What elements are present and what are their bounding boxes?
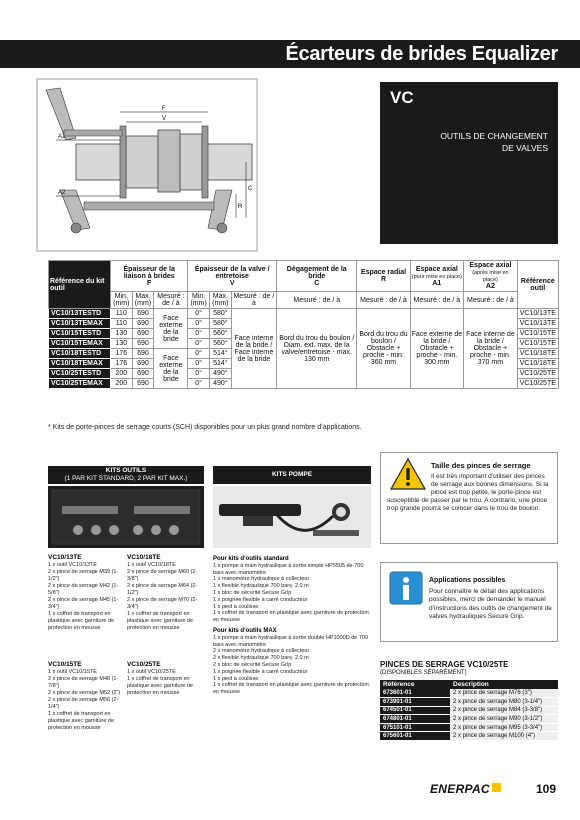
kit-ref: VC10/18TEMAX <box>49 359 111 369</box>
pince-desc: 2 x pince de serrage M80 (3-1/4") <box>450 698 558 707</box>
v-min-header: Min. (mm) <box>188 292 210 309</box>
v-max: 490° <box>209 369 231 379</box>
product-code: VC <box>390 88 414 107</box>
dim-r-label: R <box>238 204 243 210</box>
v-min: 0° <box>188 319 210 329</box>
pump-std-title: Pour kits d’outils standard <box>213 556 289 562</box>
col-v-letter: V <box>229 279 235 287</box>
flange-spreader-diagram <box>36 78 258 252</box>
v-max: 580° <box>209 319 231 329</box>
kits-pompe-bar: KITS POMPE <box>213 466 371 484</box>
pince-desc: 2 x pince de serrage M90 (3-1/2") <box>450 715 558 724</box>
pince-desc: 2 x pince de serrage M95 (3-3/4") <box>450 723 558 732</box>
pump-kit-photo <box>213 486 371 548</box>
category-line-1: OUTILS DE CHANGEMENT <box>440 131 548 141</box>
table-footnote: * Kits de porte-pinces de serrage courts (SCH) disponibles pour un plus grand nombre d’applications. <box>48 424 362 431</box>
f-max: 690 <box>132 359 154 369</box>
spec-header-row <box>49 261 559 292</box>
f-mesure: Face externe de la bride <box>154 309 188 349</box>
tool-kit-case-photo <box>48 486 204 548</box>
a1-mesure-header: Mesuré : de / à <box>410 292 464 309</box>
v-max: 490° <box>209 379 231 389</box>
spec-table <box>48 260 559 389</box>
kit-vc10-18te <box>127 554 207 632</box>
pince-ref: 675101-01 <box>380 723 450 732</box>
brand-name: ENERPAC <box>430 782 490 796</box>
col-a2-header <box>464 261 517 292</box>
warning-title: Taille des pinces de serrage <box>431 461 531 470</box>
kits-outils-subtitle: (1 PAR KIT STANDARD, 2 PAR KIT MAX.) <box>64 475 188 482</box>
f-min: 200 <box>111 379 133 389</box>
tool-ref: VC10/18TE <box>517 359 558 369</box>
kit-title: VC10/15TE <box>48 661 82 668</box>
pince-desc: 2 x pince de serrage M76 (3") <box>450 689 558 698</box>
v-min: 0° <box>188 339 210 349</box>
kit-contents: 1 x outil VC10/25TE 1 x coffret de transport en plastique avec garniture de protection en mousse <box>127 669 194 696</box>
table-row <box>380 723 558 732</box>
pince-ref: 673901-01 <box>380 698 450 707</box>
table-row <box>380 689 558 698</box>
a1-mesure: Face externe de la bride / Obstacle + proche - min. 300 mm <box>410 309 464 389</box>
kit-vc10-13te <box>48 554 124 632</box>
spec-subheader-row <box>49 292 559 309</box>
kit-title: VC10/18TE <box>127 554 161 561</box>
kits-outils-title: KITS OUTILS <box>105 467 147 474</box>
dim-c-label: C <box>248 186 253 192</box>
pump-std-contents: 1 x pompe à main hydraulique à sortie simple HP5505 de 700 bars avec manomètre 1 x manomètre hydraulique à collecteur 1 x flexible hydraulique 700 bars, 2.0 m 1 x bloc de sécurité Secure Grip 1 x poignée flexible à carré conducteur 1 x pied à coulisse 1 x coffret de transport en plastique avec garniture de protection en mousse <box>213 562 369 624</box>
kit-contents: 1 x outil VC10/13TE 2 x pince de serrage M39 (1-1/2") 2 x pince de serrage M42 (1-5/8") 2 x pince de serrage M45 (1-3/4") 1 x coffret de transport en plastique avec garniture de protection en mousse <box>48 562 119 631</box>
f-max: 690 <box>132 349 154 359</box>
pince-ref: 674801-01 <box>380 715 450 724</box>
col-a1-letter: A1 <box>432 279 442 287</box>
a2-mesure-header: Mesuré : de / à <box>464 292 517 309</box>
kit-ref: VC10/15TEMAX <box>49 339 111 349</box>
table-row <box>380 706 558 715</box>
col-c-letter: C <box>314 279 320 287</box>
col-a2-note: (après mise en place) <box>472 270 509 283</box>
col-c-header <box>277 261 357 292</box>
col-f-title: Épaisseur de la liaison à brides <box>123 265 175 280</box>
pince-ref: 673601-01 <box>380 689 450 698</box>
col-c-title: Dégagement de la bride <box>286 265 347 280</box>
brand-mark-icon <box>492 783 501 792</box>
col-a1-note: (pour mise en place) <box>411 273 462 280</box>
col-a1-title: Espace axial <box>415 265 458 273</box>
v-max: 560° <box>209 339 231 349</box>
pump-max-contents: 1 x pompe à main hydraulique à sortie double HP1000D de 700 bars avec manomètre 2 x manomètre hydraulique à collecteur 2 x flexible hydraulique 700 bars, 2.0 m 2 x bloc de sécurité Secure Grip 1 x poignée flexible à carré conducteur 1 x pied à coulisse 1 x coffret de transport en plastique avec garniture de protection en mousse <box>213 634 369 696</box>
kit-ref: VC10/13TESTD <box>49 309 111 319</box>
pinces-ref-header: Référence <box>380 680 450 689</box>
warning-text-1: Il est très important d’utiliser des pinces de serrage aux bonnes dimensions. Si la pince est trop petite, le porte-pince est <box>431 473 549 496</box>
v-min: 0° <box>188 349 210 359</box>
f-mesure-2: Face externe de la bride <box>154 349 188 389</box>
col-r-header <box>357 261 410 292</box>
page-header-bar <box>0 40 580 68</box>
dim-a1-label: A1 <box>58 134 66 140</box>
f-min: 110 <box>111 309 133 319</box>
table-row <box>380 698 558 707</box>
kit-ref: VC10/25TESTD <box>49 369 111 379</box>
f-min: 176 <box>111 349 133 359</box>
v-max: 514° <box>209 359 231 369</box>
pump-kit-text <box>213 554 375 696</box>
kit-vc10-15te <box>48 661 124 732</box>
f-min-header: Min. (mm) <box>111 292 133 309</box>
v-max-header: Max. (mm) <box>209 292 231 309</box>
product-category <box>440 130 548 154</box>
col-a1-header <box>410 261 464 292</box>
col-a2-letter: A2 <box>485 283 495 290</box>
v-max: 580° <box>209 309 231 319</box>
v-min: 0° <box>188 369 210 379</box>
kits-outils-bar <box>48 466 204 484</box>
v-mesure: Face interne de la bride / Face interne de la bride <box>231 309 276 389</box>
col-r-title: Espace radial <box>360 269 407 276</box>
r-mesure-header: Mesuré : de / à <box>357 292 410 309</box>
info-icon <box>389 571 423 605</box>
f-max: 690 <box>132 329 154 339</box>
enerpac-logo <box>430 782 501 796</box>
f-min: 176 <box>111 359 133 369</box>
kit-contents: 1 x outil VC10/15TE 2 x pince de serrage M48 (1-7/8") 2 x pince de serrage M52 (2") 2 x pince de serrage M56 (2-1/4") 1 x coffret de transport en plastique avec garniture de protection en mousse <box>48 669 121 731</box>
pince-desc: 2 x pince de serrage M100 (4") <box>450 732 558 741</box>
f-max: 690 <box>132 309 154 319</box>
r-mesure: Bord du trou du boulon / Obstacle + proche - min. 360 mm <box>357 309 410 389</box>
dim-v-label: V <box>162 116 167 122</box>
v-mesure-header: Mesuré : de / à <box>231 292 276 309</box>
a2-mesure: Face interne de la bride / Obstacle + proche - min. 370 mm <box>464 309 517 389</box>
f-min: 130 <box>111 329 133 339</box>
col-f-header <box>111 261 188 292</box>
pinces-title: PINCES DE SERRAGE VC10/25TE <box>380 660 509 669</box>
col-a2-title: Espace axial <box>469 262 512 269</box>
kit-ref: VC10/18TESTD <box>49 349 111 359</box>
kit-ref: VC10/25TEMAX <box>49 379 111 389</box>
f-max: 690 <box>132 369 154 379</box>
f-max-header: Max. (mm) <box>132 292 154 309</box>
product-code-box <box>380 82 558 244</box>
f-min: 110 <box>111 319 133 329</box>
col-ref-header: Référence du kit outil <box>49 261 111 309</box>
table-row <box>380 715 558 724</box>
kit-contents: 1 x outil VC10/18TE 2 x pince de serrage M60 (2-3/8") 2 x pince de serrage M64 (2-1/2") 2 x pince de serrage M70 (2-3/4") 1 x coffret de transport en plastique avec garniture de protection en mousse <box>127 562 198 631</box>
col-v-title: Épaisseur de la valve / entretoise <box>194 265 270 280</box>
f-max: 690 <box>132 379 154 389</box>
page-title: Écarteurs de brides Equalizer <box>285 43 558 65</box>
warning-icon <box>389 457 427 491</box>
tool-ref: VC10/15TE <box>517 339 558 349</box>
category-line-2: DE VALVES <box>502 143 548 153</box>
dim-a2-label: A2 <box>58 190 66 196</box>
f-mesure-header: Mesuré : de / à <box>154 292 188 309</box>
pince-desc: 2 x pince de serrage M84 (3-3/8") <box>450 706 558 715</box>
info-text: Pour connaître le détail des applications possibles, merci de demander le manuel d’instructions des outils de changement de valves hydrauliques Secure Grip. <box>429 588 552 621</box>
tool-ref: VC10/15TE <box>517 329 558 339</box>
f-min: 130 <box>111 339 133 349</box>
tool-ref: VC10/25TE <box>517 379 558 389</box>
col-outil-title: Référence outil <box>520 277 555 292</box>
tool-ref: VC10/25TE <box>517 369 558 379</box>
warning-text-2: susceptible de passer par le trou. A contrario, une pince trop grande pourra se coincer dans le trou de boulon. <box>387 497 548 512</box>
pump-max-title: Pour kits d’outils MAX <box>213 627 277 634</box>
v-min: 0° <box>188 309 210 319</box>
kit-title: VC10/13TE <box>48 554 82 561</box>
tool-ref: VC10/13TE <box>517 309 558 319</box>
kit-vc10-25te <box>127 661 207 697</box>
tool-ref: VC10/18TE <box>517 349 558 359</box>
pince-ref: 675601-01 <box>380 732 450 741</box>
table-row <box>380 732 558 741</box>
tool-ref: VC10/13TE <box>517 319 558 329</box>
kit-ref: VC10/15TESTD <box>49 329 111 339</box>
table-row <box>49 309 559 319</box>
pince-ref: 674501-01 <box>380 706 450 715</box>
info-title: Applications possibles <box>429 577 506 584</box>
v-min: 0° <box>188 359 210 369</box>
v-min: 0° <box>188 379 210 389</box>
pinces-table <box>380 680 558 741</box>
col-r-letter: R <box>380 276 387 283</box>
pinces-desc-header: Description <box>450 680 558 689</box>
v-max: 560° <box>209 329 231 339</box>
f-max: 690 <box>132 319 154 329</box>
warning-box <box>380 452 558 544</box>
kit-title: VC10/25TE <box>127 661 161 668</box>
dim-f-label: F <box>162 106 166 112</box>
page-number: 109 <box>536 782 557 796</box>
col-outil-header <box>517 261 558 309</box>
col-f-letter: F <box>147 279 152 287</box>
info-box <box>380 562 558 642</box>
v-max: 514° <box>209 349 231 359</box>
c-mesure-header: Mesuré : de / à <box>277 292 357 309</box>
f-max: 690 <box>132 339 154 349</box>
c-mesure: Bord du trou du boulon / Diam. ext. max. de la valve/entretoise - max. 130 mm <box>277 309 357 389</box>
f-min: 200 <box>111 369 133 379</box>
v-min: 0° <box>188 329 210 339</box>
pinces-subtitle: (DISPONIBLES SÉPARÉMENT) <box>380 670 467 676</box>
pinces-header-row <box>380 680 558 689</box>
col-v-header <box>188 261 277 292</box>
kit-ref: VC10/13TEMAX <box>49 319 111 329</box>
